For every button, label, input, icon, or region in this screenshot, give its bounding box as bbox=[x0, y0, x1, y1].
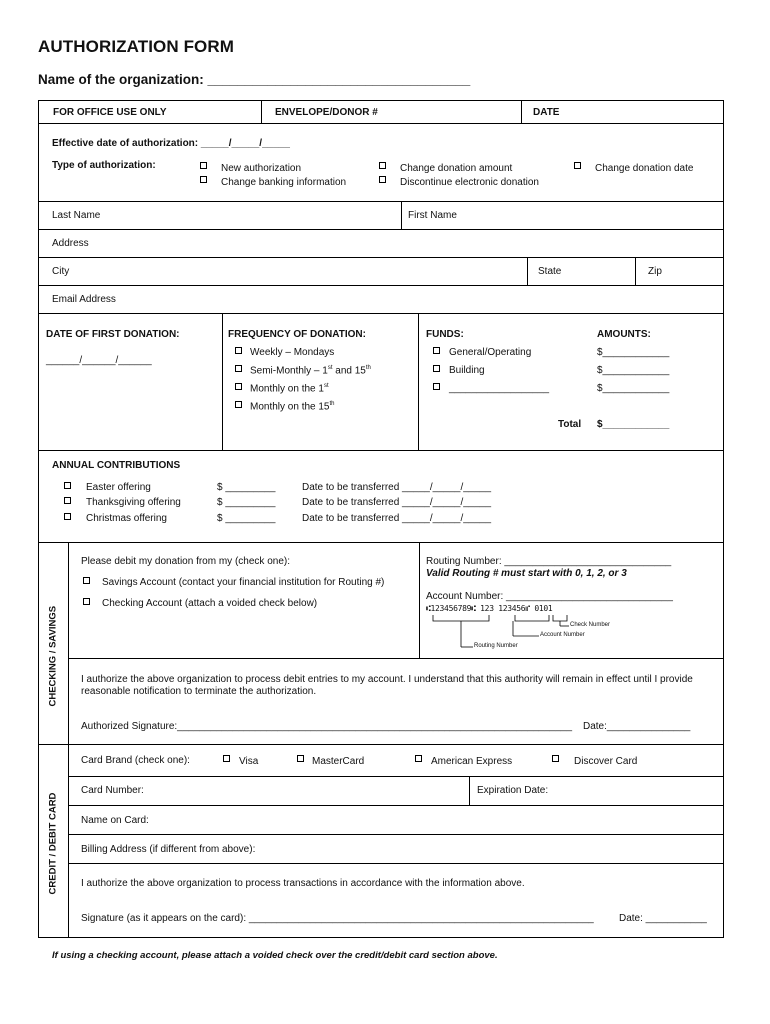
christmas-label: Christmas offering bbox=[86, 513, 167, 524]
card-signature-date-field[interactable]: Date: ___________ bbox=[619, 913, 707, 924]
visa-checkbox[interactable] bbox=[223, 755, 230, 762]
discontinue-label: Discontinue electronic donation bbox=[400, 177, 539, 188]
authorized-signature-field[interactable]: Authorized Signature:_______________________________________________________________________ bbox=[81, 721, 573, 732]
office-use-label: FOR OFFICE USE ONLY bbox=[53, 107, 167, 118]
card-number-field[interactable]: Card Number: bbox=[81, 785, 144, 796]
easter-amount-field[interactable]: $ _________ bbox=[217, 482, 276, 493]
building-fund-checkbox[interactable] bbox=[433, 365, 440, 372]
authorized-signature-date-field[interactable]: Date:_______________ bbox=[583, 721, 691, 732]
divider bbox=[39, 313, 723, 314]
change-banking-label: Change banking information bbox=[221, 177, 347, 188]
divider bbox=[521, 101, 522, 123]
organization-name-field[interactable]: Name of the organization: ___________________________________ bbox=[38, 72, 471, 87]
divider bbox=[469, 776, 470, 805]
weekly-checkbox[interactable] bbox=[235, 347, 242, 354]
change-banking-checkbox[interactable] bbox=[200, 176, 207, 183]
city-field[interactable]: City bbox=[52, 266, 70, 277]
christmas-checkbox[interactable] bbox=[64, 513, 71, 520]
savings-account-label: Savings Account (contact your financial institution for Routing #) bbox=[102, 577, 385, 588]
account-number-field[interactable]: Account Number: ______________________________ bbox=[426, 591, 673, 602]
zip-field[interactable]: Zip bbox=[648, 266, 662, 277]
discover-checkbox[interactable] bbox=[552, 755, 559, 762]
address-field[interactable]: Address bbox=[52, 238, 89, 249]
first-donation-date-field[interactable]: ______/______/______ bbox=[46, 355, 152, 366]
divider bbox=[39, 285, 723, 286]
amount-general-field[interactable]: $____________ bbox=[597, 347, 670, 358]
account-bracket bbox=[515, 615, 549, 621]
first-name-field[interactable]: First Name bbox=[408, 210, 457, 221]
change-amount-label: Change donation amount bbox=[400, 163, 513, 174]
divider bbox=[68, 863, 723, 864]
account-number-caption: Account Number bbox=[540, 632, 585, 638]
divider bbox=[68, 834, 723, 835]
divider bbox=[68, 658, 723, 659]
general-fund-checkbox[interactable] bbox=[433, 347, 440, 354]
new-authorization-checkbox[interactable] bbox=[200, 162, 207, 169]
routing-bracket bbox=[433, 615, 489, 621]
thanksgiving-checkbox[interactable] bbox=[64, 497, 71, 504]
divider bbox=[401, 201, 402, 229]
divider bbox=[39, 201, 723, 202]
amount-other-field[interactable]: $____________ bbox=[597, 383, 670, 394]
divider bbox=[39, 229, 723, 230]
amounts-label: AMOUNTS: bbox=[597, 329, 651, 340]
other-fund-checkbox[interactable] bbox=[433, 383, 440, 390]
effective-date-field[interactable]: Effective date of authorization: _____/_____/_____ bbox=[52, 138, 290, 149]
thanksgiving-label: Thanksgiving offering bbox=[86, 497, 181, 508]
monthly-1st-checkbox[interactable] bbox=[235, 383, 242, 390]
check-number-bracket bbox=[553, 615, 567, 621]
divider bbox=[68, 776, 723, 777]
divider bbox=[261, 101, 262, 123]
routing-number-field[interactable]: Routing Number: ______________________________ bbox=[426, 556, 672, 567]
discontinue-checkbox[interactable] bbox=[379, 176, 386, 183]
frequency-label: FREQUENCY OF DONATION: bbox=[228, 329, 366, 340]
amount-building-field[interactable]: $____________ bbox=[597, 365, 670, 376]
debit-authorization-text-line1: I authorize the above organization to process debit entries to my account. I understand that this authority will remain in effect until I provide bbox=[81, 674, 693, 685]
debit-instruction: Please debit my donation from my (check one): bbox=[81, 556, 290, 567]
first-donation-label: DATE OF FIRST DONATION: bbox=[46, 329, 180, 340]
divider bbox=[635, 257, 636, 285]
type-of-authorization-label: Type of authorization: bbox=[52, 160, 156, 171]
savings-account-checkbox[interactable] bbox=[83, 577, 90, 584]
total-label: Total bbox=[558, 419, 582, 430]
expiration-date-field[interactable]: Expiration Date: bbox=[477, 785, 549, 796]
form-title: AUTHORIZATION FORM bbox=[38, 37, 235, 56]
total-amount-field[interactable]: $____________ bbox=[597, 419, 670, 430]
routing-number-note: Valid Routing # must start with 0, 1, 2, or 3 bbox=[426, 568, 627, 579]
divider bbox=[222, 313, 223, 450]
email-field[interactable]: Email Address bbox=[52, 294, 116, 305]
semi-monthly-label: Semi-Monthly – 1st and 15th bbox=[250, 365, 371, 377]
change-amount-checkbox[interactable] bbox=[379, 162, 386, 169]
card-signature-field[interactable]: Signature (as it appears on the card): ______________________________________________________________ bbox=[81, 913, 594, 924]
divider bbox=[527, 257, 528, 285]
new-authorization-label: New authorization bbox=[221, 163, 302, 174]
easter-transfer-date-field[interactable]: Date to be transferred _____/_____/_____ bbox=[302, 482, 492, 493]
checking-savings-side-label: CHECKING / SAVINGS bbox=[47, 605, 59, 707]
check-diagram bbox=[419, 613, 619, 653]
monthly-1st-label: Monthly on the 1st bbox=[250, 383, 329, 395]
divider bbox=[39, 257, 723, 258]
discover-label: Discover Card bbox=[574, 756, 638, 767]
mastercard-label: MasterCard bbox=[312, 756, 365, 767]
envelope-donor-field[interactable]: ENVELOPE/DONOR # bbox=[275, 107, 378, 118]
funds-label: FUNDS: bbox=[426, 329, 464, 340]
check-number-caption: Check Number bbox=[570, 622, 611, 628]
checking-account-checkbox[interactable] bbox=[83, 598, 90, 605]
divider bbox=[39, 450, 723, 451]
semi-monthly-checkbox[interactable] bbox=[235, 365, 242, 372]
routing-number-caption: Routing Number bbox=[474, 643, 518, 649]
visa-label: Visa bbox=[239, 756, 259, 767]
mastercard-checkbox[interactable] bbox=[297, 755, 304, 762]
card-authorization-text: I authorize the above organization to process transactions in accordance with the information above. bbox=[81, 878, 525, 889]
building-fund-label: Building bbox=[449, 365, 485, 376]
change-date-checkbox[interactable] bbox=[574, 162, 581, 169]
american-express-label: American Express bbox=[431, 756, 513, 767]
billing-address-field[interactable]: Billing Address (if different from above): bbox=[81, 844, 256, 855]
general-fund-label: General/Operating bbox=[449, 347, 532, 358]
divider bbox=[39, 123, 723, 124]
credit-debit-side-label: CREDIT / DEBIT CARD bbox=[47, 792, 59, 895]
change-date-label: Change donation date bbox=[595, 163, 694, 174]
thanksgiving-amount-field[interactable]: $ _________ bbox=[217, 497, 276, 508]
authorization-form bbox=[38, 100, 724, 938]
monthly-15th-checkbox[interactable] bbox=[235, 401, 242, 408]
monthly-15th-label: Monthly on the 15th bbox=[250, 401, 335, 413]
easter-checkbox[interactable] bbox=[64, 482, 71, 489]
american-express-checkbox[interactable] bbox=[415, 755, 422, 762]
state-field[interactable]: State bbox=[538, 266, 562, 277]
divider bbox=[418, 313, 419, 450]
office-date-field[interactable]: DATE bbox=[533, 107, 560, 118]
christmas-transfer-date-field[interactable]: Date to be transferred _____/_____/_____ bbox=[302, 513, 492, 524]
debit-authorization-text-line2: reasonable notification to terminate the authorization. bbox=[81, 686, 317, 697]
micr-line: ⑆123456789⑆ 123 123456⑈ 0101 bbox=[426, 604, 553, 613]
other-fund-field[interactable]: __________________ bbox=[449, 383, 550, 394]
annual-contributions-label: ANNUAL CONTRIBUTIONS bbox=[52, 460, 181, 471]
divider bbox=[39, 542, 723, 543]
weekly-label: Weekly – Mondays bbox=[250, 347, 335, 358]
divider bbox=[68, 542, 69, 938]
footer-note: If using a checking account, please attach a voided check over the credit/debit card section above. bbox=[52, 950, 498, 961]
card-brand-label: Card Brand (check one): bbox=[81, 755, 190, 766]
divider bbox=[39, 744, 723, 745]
thanksgiving-transfer-date-field[interactable]: Date to be transferred _____/_____/_____ bbox=[302, 497, 492, 508]
christmas-amount-field[interactable]: $ _________ bbox=[217, 513, 276, 524]
checking-account-label: Checking Account (attach a voided check below) bbox=[102, 598, 318, 609]
last-name-field[interactable]: Last Name bbox=[52, 210, 101, 221]
easter-label: Easter offering bbox=[86, 482, 151, 493]
name-on-card-field[interactable]: Name on Card: bbox=[81, 815, 149, 826]
divider bbox=[68, 805, 723, 806]
